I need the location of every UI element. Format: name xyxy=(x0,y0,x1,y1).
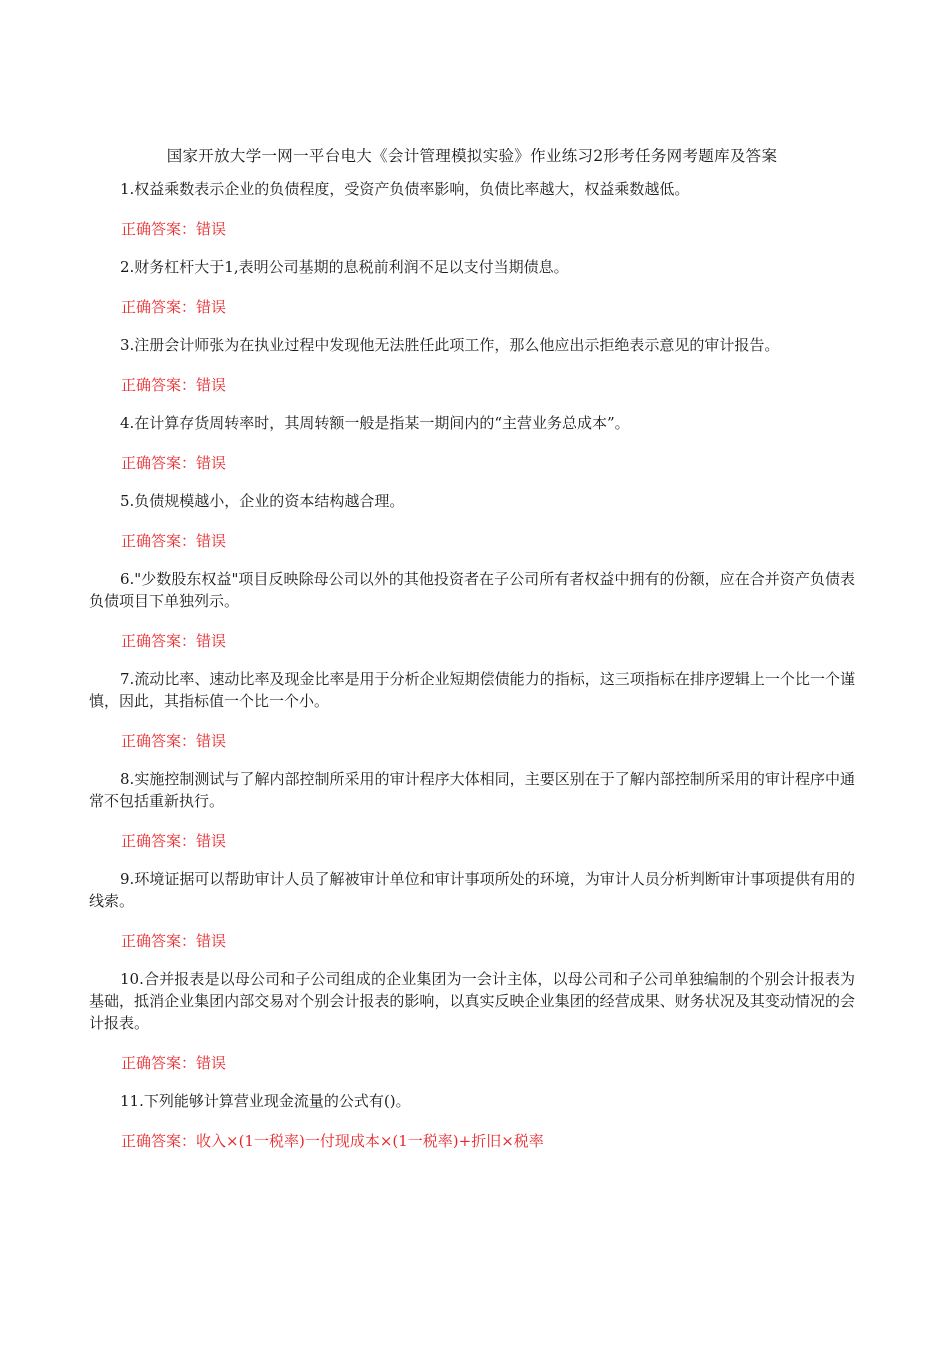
qa-item-3 xyxy=(89,334,855,396)
qa-item-7 xyxy=(89,668,855,752)
qa-item-9 xyxy=(89,868,855,952)
question-text: 8.实施控制测试与了解内部控制所采用的审计程序大体相同，主要区别在于了解内部控制所采用的审计程序中通常不包括重新执行。 xyxy=(89,770,855,810)
qa-item-1 xyxy=(89,178,855,240)
question-text: 9.环境证据可以帮助审计人员了解被审计单位和审计事项所处的环境，为审计人员分析判断审计事项提供有用的线索。 xyxy=(89,870,855,910)
qa-item-8 xyxy=(89,768,855,852)
answer-text: 正确答案：错误 xyxy=(121,732,227,750)
answer-text: 正确答案：错误 xyxy=(121,220,227,238)
question-text: 5.负债规模越小，企业的资本结构越合理。 xyxy=(120,492,405,510)
question-text: 7.流动比率、速动比率及现金比率是用于分析企业短期偿债能力的指标，这三项指标在排序逻辑上一个比一个谨慎，因此，其指标值一个比一个小。 xyxy=(89,670,855,710)
question-text: 4.在计算存货周转率时，其周转额一般是指某一期间内的“主营业务总成本”。 xyxy=(120,414,630,432)
answer-text: 正确答案：错误 xyxy=(121,632,227,650)
answer-text: 正确答案：错误 xyxy=(121,376,227,394)
question-text: 2.财务杠杆大于1,表明公司基期的息税前利润不足以支付当期债息。 xyxy=(120,258,569,276)
document-title: 国家开放大学一网一平台电大《会计管理模拟实验》作业练习2形考任务网考题库及答案 xyxy=(166,147,778,165)
question-text: 11.下列能够计算营业现金流量的公式有()。 xyxy=(120,1092,411,1110)
qa-item-6 xyxy=(89,568,855,652)
qa-item-5 xyxy=(89,490,855,552)
qa-item-4 xyxy=(89,412,855,474)
answer-text: 正确答案：错误 xyxy=(121,532,227,550)
answer-text: 正确答案：错误 xyxy=(121,1054,227,1072)
question-text: 10.合并报表是以母公司和子公司组成的企业集团为一会计主体，以母公司和子公司单独编制的个别会计报表为基础，抵消企业集团内部交易对个别会计报表的影响，以真实反映企业集团的经营成果、财务状况及其变动情况的会计报表。 xyxy=(89,970,855,1032)
question-text: 6."少数股东权益"项目反映除母公司以外的其他投资者在子公司所有者权益中拥有的份额，应在合并资产负债表负债项目下单独列示。 xyxy=(89,570,855,610)
qa-item-11 xyxy=(89,1090,855,1152)
qa-item-10 xyxy=(89,968,855,1074)
qa-item-2 xyxy=(89,256,855,318)
question-text: 3.注册会计师张为在执业过程中发现他无法胜任此项工作，那么他应出示拒绝表示意见的审计报告。 xyxy=(120,336,780,354)
answer-text: 正确答案：收入×(1一税率)一付现成本×(1一税率)+折旧×税率 xyxy=(121,1132,544,1150)
document-page xyxy=(89,146,855,1168)
answer-text: 正确答案：错误 xyxy=(121,832,227,850)
answer-text: 正确答案：错误 xyxy=(121,932,227,950)
question-text: 1.权益乘数表示企业的负债程度，受资产负债率影响，负债比率越大，权益乘数越低。 xyxy=(120,180,690,198)
answer-text: 正确答案：错误 xyxy=(121,298,227,316)
answer-text: 正确答案：错误 xyxy=(121,454,227,472)
